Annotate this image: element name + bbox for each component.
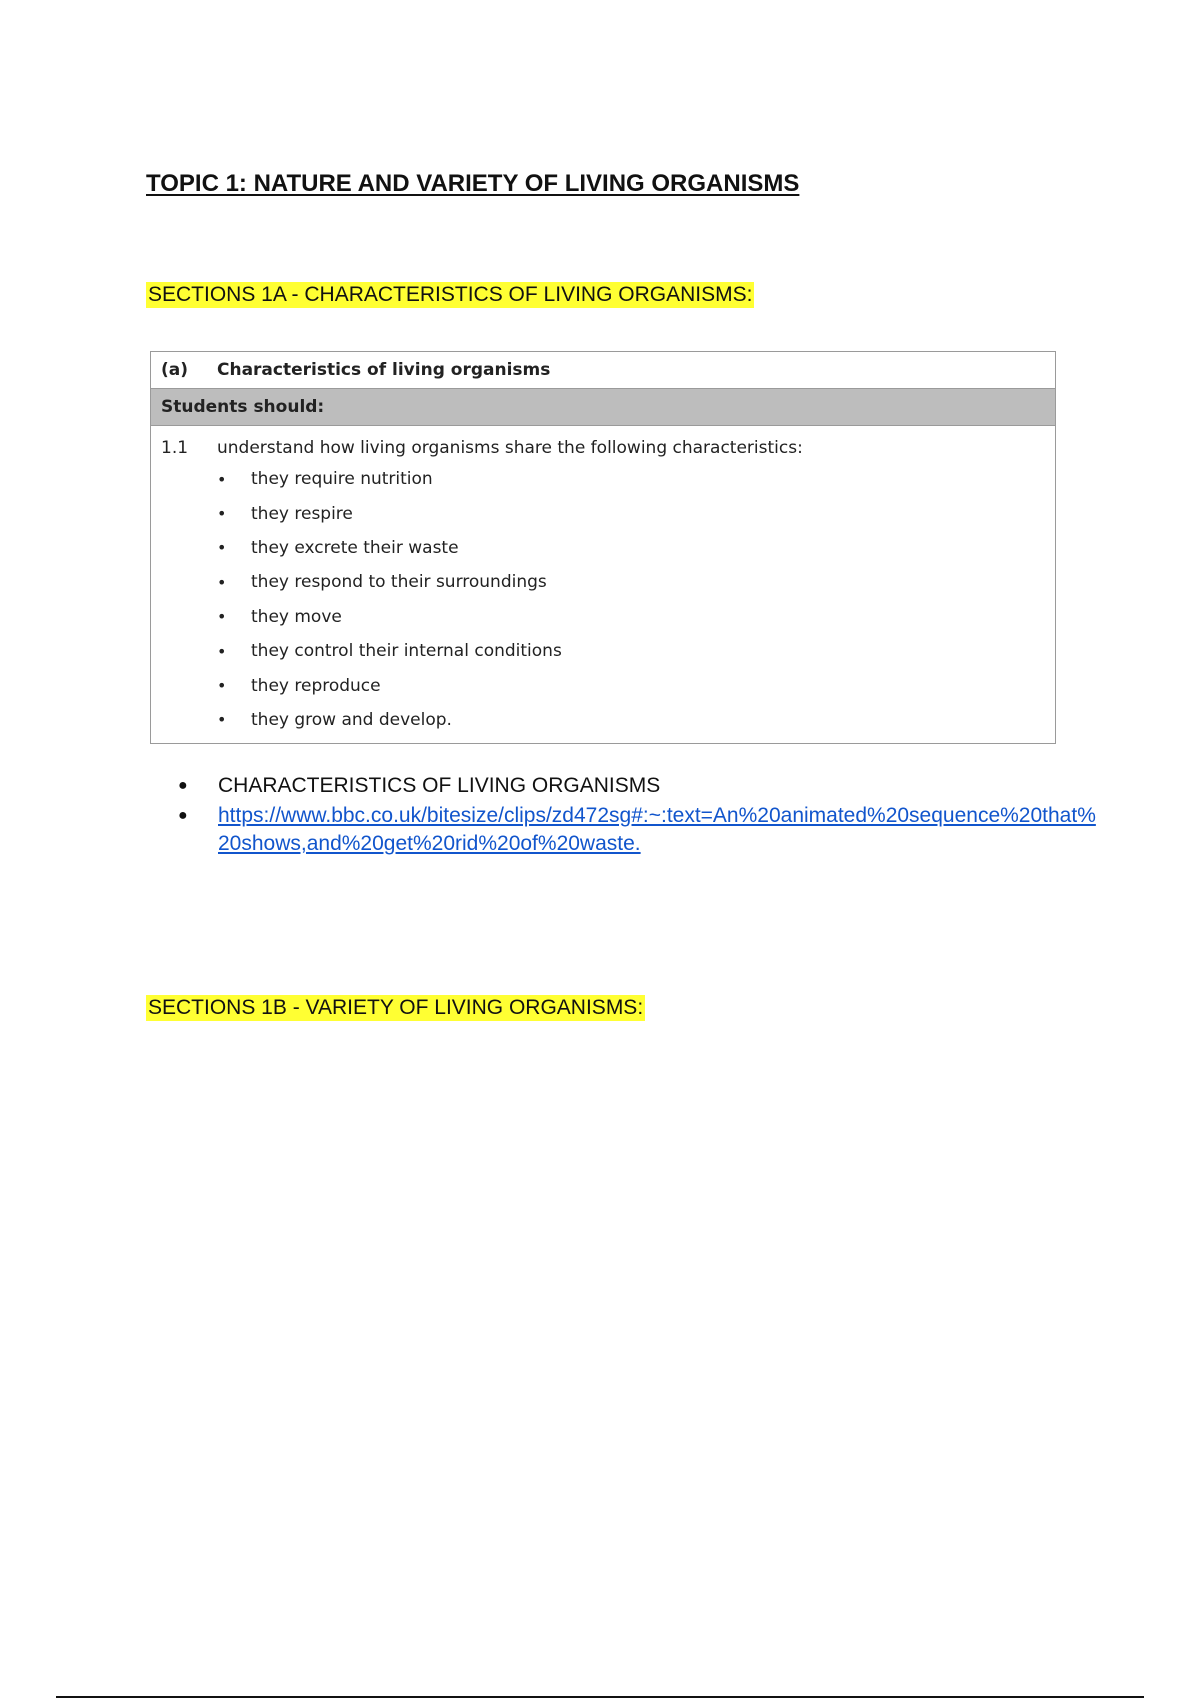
specification-table xyxy=(150,351,1056,744)
list-item-text: they excrete their waste xyxy=(251,537,459,558)
list-item xyxy=(217,565,1055,599)
list-item xyxy=(217,600,1055,634)
list-item-text: they respond to their surroundings xyxy=(251,572,547,593)
bullet-icon: • xyxy=(217,710,227,730)
list-item xyxy=(217,462,1055,496)
bullet-icon: • xyxy=(217,469,227,489)
spec-item-text: understand how living organisms share the following characteristics: xyxy=(217,438,803,458)
spec-heading: Characteristics of living organisms xyxy=(217,360,551,380)
notes-list xyxy=(178,772,1098,860)
section-1b-heading: SECTIONS 1B - VARIETY OF LIVING ORGANISMS: xyxy=(148,996,644,1019)
list-item xyxy=(217,668,1055,702)
footer-divider xyxy=(56,1696,1144,1698)
list-item-text: they move xyxy=(251,606,342,627)
bbc-bitesize-link[interactable]: https://www.bbc.co.uk/bitesize/clips/zd472sg#:~:text=An%20animated%20sequence%20that%20shows,and%20get%20rid%20of%20waste. xyxy=(218,804,1096,855)
spec-item-row xyxy=(151,434,1055,462)
list-item-text: they grow and develop. xyxy=(251,709,452,730)
spec-item-number: 1.1 xyxy=(161,438,189,458)
bullet-icon: ● xyxy=(178,777,188,794)
bullet-icon: ● xyxy=(178,807,188,824)
list-item xyxy=(217,703,1055,737)
spec-table-body xyxy=(151,426,1055,743)
bullet-icon: • xyxy=(217,572,227,592)
notes-item-text: CHARACTERISTICS OF LIVING ORGANISMS xyxy=(218,774,661,797)
document-title: TOPIC 1: NATURE AND VARIETY OF LIVING ORGANISMS xyxy=(146,170,800,197)
characteristics-list xyxy=(151,462,1055,737)
list-item xyxy=(217,634,1055,668)
list-item xyxy=(217,531,1055,565)
list-item-text: they require nutrition xyxy=(251,469,433,490)
bullet-icon: • xyxy=(217,538,227,558)
section-1a-heading: SECTIONS 1A - CHARACTERISTICS OF LIVING ORGANISMS: xyxy=(148,283,753,306)
bullet-icon: • xyxy=(217,676,227,696)
list-item-text: they reproduce xyxy=(251,675,381,696)
spec-letter: (a) xyxy=(161,360,189,380)
spec-subheading: Students should: xyxy=(151,389,1055,426)
bullet-icon: • xyxy=(217,504,227,524)
bullet-icon: • xyxy=(217,641,227,661)
bullet-icon: • xyxy=(217,607,227,627)
spec-table-header xyxy=(151,352,1055,389)
list-item-text: they respire xyxy=(251,503,353,524)
notes-item xyxy=(178,802,1098,858)
list-item-text: they control their internal conditions xyxy=(251,641,562,662)
list-item xyxy=(217,496,1055,530)
notes-item xyxy=(178,772,1098,800)
